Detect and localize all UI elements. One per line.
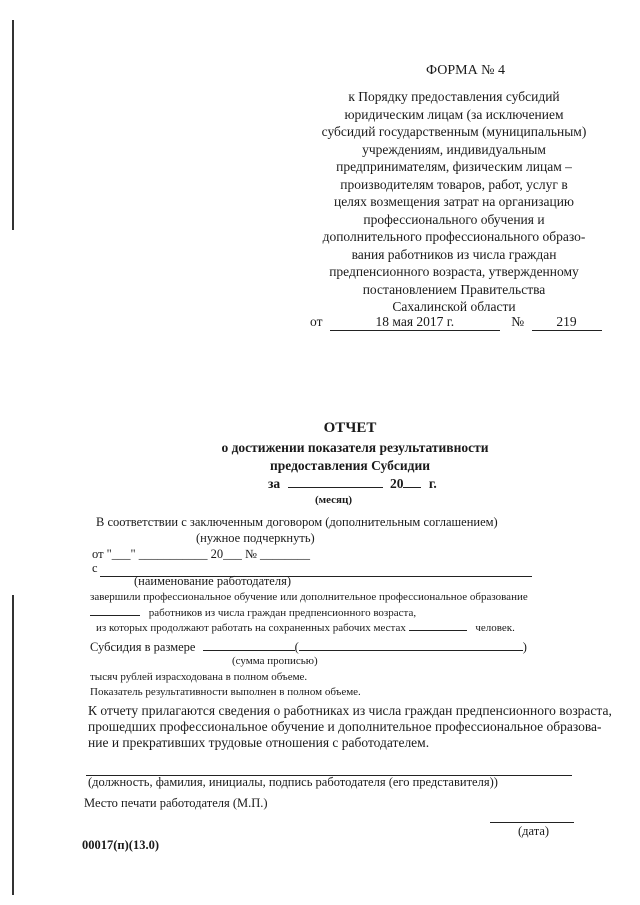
continue-row [96,622,515,634]
workers-count-blank[interactable] [90,615,140,616]
appendix-line: производителям товаров, работ, услуг в [340,176,568,192]
scan-edge-mark-lower [12,595,14,895]
attachment-line: ние и прекративших трудовые отношения с работодателем. [88,735,430,750]
date-value: 18 мая 2017 г. [330,314,500,331]
date-blank[interactable] [490,822,574,823]
for-label: за [268,476,281,491]
report-period-row [268,476,437,492]
contract-date-line[interactable]: от "___" ___________ 20___ № ________ [92,547,311,561]
scan-edge-mark [12,20,14,230]
workers-line: работников из числа граждан предпенсионного возраста, [148,607,417,619]
date-caption: (дата) [518,824,550,838]
date-row [310,314,602,331]
month-caption: (месяц) [315,494,353,506]
appendix-line: профессионального обучения и [363,211,545,227]
appendix-line: юридическим лицам (за исключением [344,106,564,122]
underline-hint: (нужное подчеркнуть) [196,531,315,545]
attachment-text [88,703,612,751]
workers-row [90,607,416,619]
signature-caption: (должность, фамилия, инициалы, подпись работодателя (его представителя)) [88,775,498,789]
persons-label: человек. [475,622,515,634]
appendix-line: к Порядку предоставления субсидий [348,89,560,104]
contract-line: В соответствии с заключенным договором (дополнительным соглашением) [96,515,498,529]
completed-line: завершили профессиональное обучение или дополнительное профессиональное образование [90,591,528,603]
appendix-line: учреждениям, индивидуальным [362,141,546,157]
indicator-line: Показатель результативности выполнен в полном объеме. [90,686,361,698]
subsidy-label: Субсидия в размере [90,640,196,654]
appendix-line: субсидий государственным (муниципальным) [321,124,587,139]
appendix-line: постановлением Правительства [362,281,546,297]
attachment-line: К отчету прилагаются сведения о работниках из числа граждан предпенсионного возраста, [88,703,612,718]
subsidy-row: Субсидия в размере ( ) [90,640,527,654]
from-label: от [310,314,323,329]
sum-caption: (сумма прописью) [232,655,318,667]
month-blank[interactable] [288,487,383,488]
continue-line: из которых продолжают работать на сохраненных рабочих местах [96,622,406,634]
year-suffix: г. [428,476,437,491]
attachment-line: прошедших профессиональное обучение и дополнительное профессиональное образова- [88,719,602,734]
number-label: № [511,314,525,329]
employer-caption: (наименование работодателя) [134,574,292,588]
appendix-line: предпринимателям, физическим лицам – [336,159,572,174]
appendix-line: дополнительного профессионального образо- [322,229,586,244]
appendix-block [304,88,604,316]
appendix-line: предпенсионного возраста, утвержденному [329,264,579,279]
report-subtitle-1: о достижении показателя результативности [221,440,489,455]
form-code: 00017(п)(13.0) [82,838,159,852]
report-subtitle-2: предоставления Субсидии [269,458,431,473]
year-blank[interactable] [403,487,421,488]
appendix-line: целях возмещения затрат на организацию [333,194,575,209]
spent-line: тысяч рублей израсходована в полном объеме. [90,671,308,683]
form-title: ФОРМА № 4 [426,63,506,78]
continue-count-blank[interactable] [409,630,467,631]
year-prefix: 20 [389,476,404,491]
report-title: ОТЧЕТ [323,420,377,436]
appendix-line: вания работников из числа граждан [351,246,557,262]
appendix-line: Сахалинской области [392,299,516,314]
with-label: с [92,561,98,575]
subsidy-words-blank[interactable] [299,650,523,651]
stamp-line: Место печати работодателя (М.П.) [84,796,268,810]
number-value: 219 [532,314,602,331]
subsidy-amount-blank[interactable] [203,650,295,651]
